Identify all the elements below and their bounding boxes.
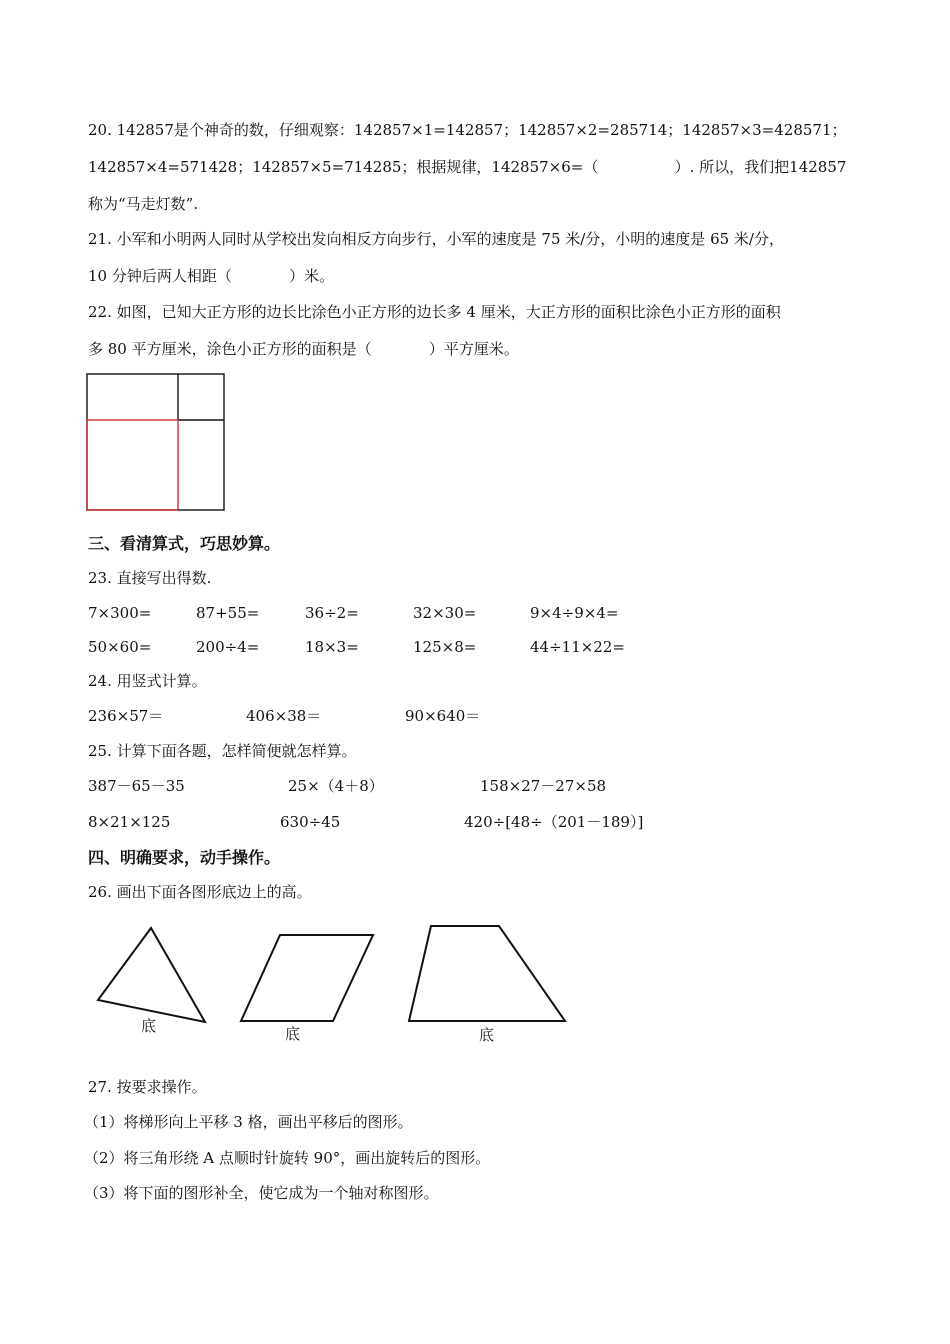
- q23-item: 32×30=: [413, 604, 477, 622]
- q24-title: 24. 用竖式计算。: [88, 672, 207, 690]
- q24-item: 90×640＝: [405, 707, 481, 725]
- q23-title: 23. 直接写出得数.: [88, 569, 212, 587]
- triangle-base-label: 底: [141, 1017, 157, 1035]
- q23-item: 9×4÷9×4=: [530, 604, 619, 622]
- q25-item: 158×27－27×58: [480, 777, 607, 795]
- q23-item: 36÷2=: [305, 604, 359, 622]
- q23-item: 7×300=: [88, 604, 152, 622]
- q24-item: 406×38＝: [246, 707, 322, 725]
- parallelogram-shape: [241, 935, 373, 1021]
- q23-item: 18×3=: [305, 638, 359, 656]
- q21-line-1: 21. 小军和小明两人同时从学校出发向相反方向步行，小军的速度是 75 米/分，小明的速度是 65 米/分，: [88, 230, 784, 248]
- trapezoid-base-label: 底: [479, 1026, 495, 1044]
- q25-item: 25×（4＋8）: [288, 777, 384, 795]
- q23-item: 87+55=: [196, 604, 260, 622]
- section-3-heading: 三、看清算式，巧思妙算。: [88, 534, 281, 553]
- q20-line-3: 称为“马走灯数”.: [88, 195, 199, 213]
- q23-item: 200÷4=: [196, 638, 260, 656]
- q20-line-2: 142857×4=571428；142857×5=714285；根据规律，142857×6=（ ）. 所以，我们把142857: [88, 158, 847, 176]
- q20-line-1: 20. 142857是个神奇的数，仔细观察：142857×1=142857；142857×2=285714；142857×3=428571；: [88, 121, 847, 139]
- parallelogram-base-label: 底: [285, 1025, 301, 1043]
- q27-sub-2: （2）将三角形绕 A 点顺时针旋转 90°，画出旋转后的图形。: [84, 1149, 491, 1167]
- q27-sub-1: （1）将梯形向上平移 3 格，画出平移后的图形。: [84, 1113, 413, 1131]
- q23-item: 44÷11×22=: [530, 638, 625, 656]
- q25-item: 8×21×125: [88, 813, 171, 831]
- q26-title: 26. 画出下面各图形底边上的高。: [88, 883, 312, 901]
- q23-item: 50×60=: [88, 638, 152, 656]
- q27-sub-3: （3）将下面的图形补全，使它成为一个轴对称图形。: [84, 1184, 439, 1202]
- q25-item: 630÷45: [280, 813, 341, 831]
- q21-line-2: 10 分钟后两人相距（ ）米。: [88, 267, 335, 285]
- q25-title: 25. 计算下面各题，怎样简便就怎样算。: [88, 742, 357, 760]
- trapezoid-shape: [409, 926, 565, 1021]
- q22-line-1: 22. 如图，已知大正方形的边长比涂色小正方形的边长多 4 厘米，大正方形的面积比涂色小正方形的面积: [88, 303, 781, 321]
- q25-item: 387－65－35: [88, 777, 185, 795]
- q24-item: 236×57＝: [88, 707, 164, 725]
- q23-item: 125×8=: [413, 638, 477, 656]
- section-4-heading: 四、明确要求，动手操作。: [88, 848, 281, 867]
- q25-item: 420÷[48÷（201－189）]: [464, 813, 644, 831]
- q22-line-2: 多 80 平方厘米，涂色小正方形的面积是（ ）平方厘米。: [88, 340, 519, 358]
- triangle-shape: [98, 928, 205, 1022]
- q27-title: 27. 按要求操作。: [88, 1078, 207, 1096]
